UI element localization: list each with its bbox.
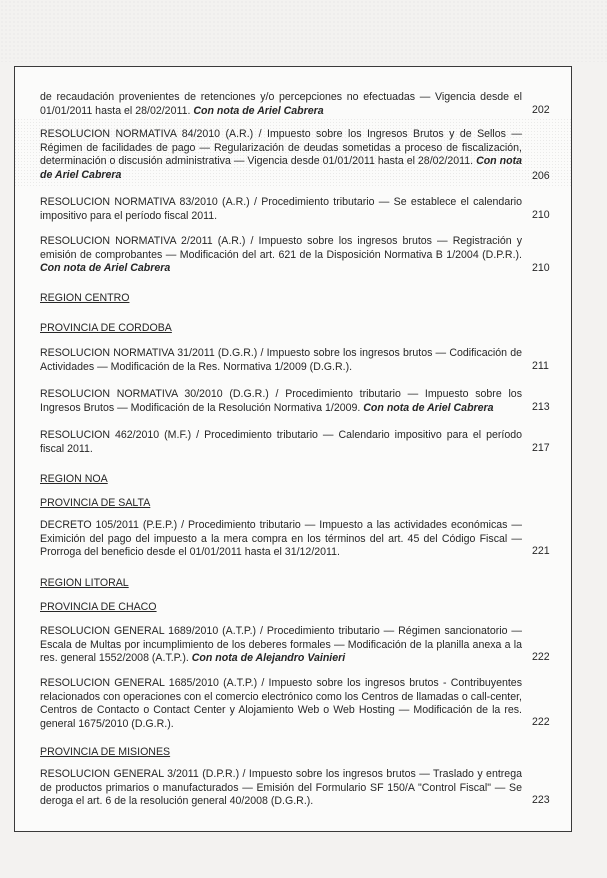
entry-page-number: 222 (532, 716, 550, 728)
index-entry (40, 347, 522, 374)
region-heading: REGION LITORAL (40, 577, 129, 589)
entry-text: RESOLUCION NORMATIVA 31/2011 (D.G.R.) / Impuesto sobre los ingresos brutos — Codificación de Actividades — Modificación de la Res. Normativa 1/2009 (D.G.R.). (40, 347, 522, 373)
index-entry (40, 625, 522, 666)
index-entry (40, 519, 522, 560)
province-heading: PROVINCIA DE MISIONES (40, 746, 171, 758)
entry-note-author: Con nota de Ariel Cabrera (40, 155, 522, 181)
entry-page-number: 217 (532, 442, 550, 454)
entry-note-author: Con nota de Ariel Cabrera (363, 401, 494, 414)
index-entry (40, 128, 522, 182)
entry-page-number: 223 (532, 794, 550, 806)
entry-page-number: 210 (532, 209, 550, 221)
entry-text: de recaudación provenientes de retenciones y/o percepciones no efectuadas — Vigencia desde el 01/01/2011 hasta el 28/02/2011. (40, 91, 522, 117)
entry-page-number: 221 (532, 545, 550, 557)
entry-page-number: 202 (532, 104, 550, 116)
province-heading: PROVINCIA DE SALTA (40, 497, 151, 509)
index-entry (40, 677, 522, 731)
index-entry (40, 768, 522, 809)
entry-text: RESOLUCION GENERAL 3/2011 (D.P.R.) / Impuesto sobre los ingresos brutos — Traslado y entrega de productos primarios o manufacturados — Emisión del Formulario SF 150/A "Control Fiscal" — Se deroga el art. 6 de la resolución general 40/2008 (D.G.R.). (40, 768, 522, 808)
region-heading: REGION CENTRO (40, 292, 130, 304)
index-entry (40, 388, 522, 415)
entry-page-number: 210 (532, 262, 550, 274)
scan-noise (0, 0, 607, 62)
entry-text: RESOLUCION 462/2010 (M.F.) / Procedimiento tributario — Calendario impositivo para el período fiscal 2011. (40, 429, 522, 455)
index-entry (40, 196, 522, 223)
entry-text: RESOLUCION NORMATIVA 84/2010 (A.R.) / Impuesto sobre los Ingresos Brutos y de Sellos — Régimen de facilidades de pago — Regularización de deudas sometidas a proceso de fiscalización, determinación o discusión administrativa — Vigencia desde 01/01/2011 hasta el 28/02/2011. (40, 128, 522, 168)
entry-text: RESOLUCION NORMATIVA 83/2010 (A.R.) / Procedimiento tributario — Se establece el calendario impositivo para el período fiscal 2011. (40, 196, 522, 222)
entry-note-author: Con nota de Ariel Cabrera (193, 104, 324, 117)
province-heading: PROVINCIA DE CHACO (40, 601, 157, 613)
province-heading: PROVINCIA DE CORDOBA (40, 322, 172, 334)
entry-text: RESOLUCION GENERAL 1689/2010 (A.T.P.) / Procedimiento tributario — Régimen sancionatorio — Escala de Multas por incumplimiento de los deberes formales — Modificación de la planilla anexa a la res. general 1552/2008 (A.T.P.). (40, 625, 522, 665)
entry-page-number: 213 (532, 401, 550, 413)
entry-page-number: 206 (532, 170, 550, 182)
entry-text: RESOLUCION NORMATIVA 30/2010 (D.G.R.) / Procedimiento tributario — Impuesto sobre los Ingresos Brutos — Modificación de la Resolución Normativa 1/2009. (40, 388, 522, 414)
entry-text: RESOLUCION GENERAL 1685/2010 (A.T.P.) / Impuesto sobre los ingresos brutos - Contribuyentes relacionados con operaciones con el comercio electrónico como los Centros de llamadas o call-center, Centros de Contacto o Contact Center y Alojamiento Web o Web Hosting — Modificación de la res. general 1675/2010 (D.G.R.). (40, 677, 522, 730)
entry-page-number: 211 (532, 360, 549, 372)
entry-text: RESOLUCION NORMATIVA 2/2011 (A.R.) / Impuesto sobre los ingresos brutos — Registración y emisión de comprobantes — Modificación del art. 621 de la Disposición Normativa B 1/2004 (D.P.R.). (40, 235, 522, 261)
index-entry (40, 91, 522, 118)
entry-page-number: 222 (532, 651, 550, 663)
entry-note-author: Con nota de Alejandro Vainieri (191, 652, 346, 665)
index-entry (40, 235, 522, 276)
region-heading: REGION NOA (40, 473, 108, 485)
entry-note-author: Con nota de Ariel Cabrera (40, 262, 171, 275)
entry-text: DECRETO 105/2011 (P.E.P.) / Procedimiento tributario — Impuesto a las actividades económicas — Eximición del pago del impuesto a la mera compra en los términos del art. 45 del Código Fiscal — Prorroga del beneficio desde el 01/01/2011 hasta el 31/12/2011. (40, 519, 522, 559)
index-entry (40, 429, 522, 456)
